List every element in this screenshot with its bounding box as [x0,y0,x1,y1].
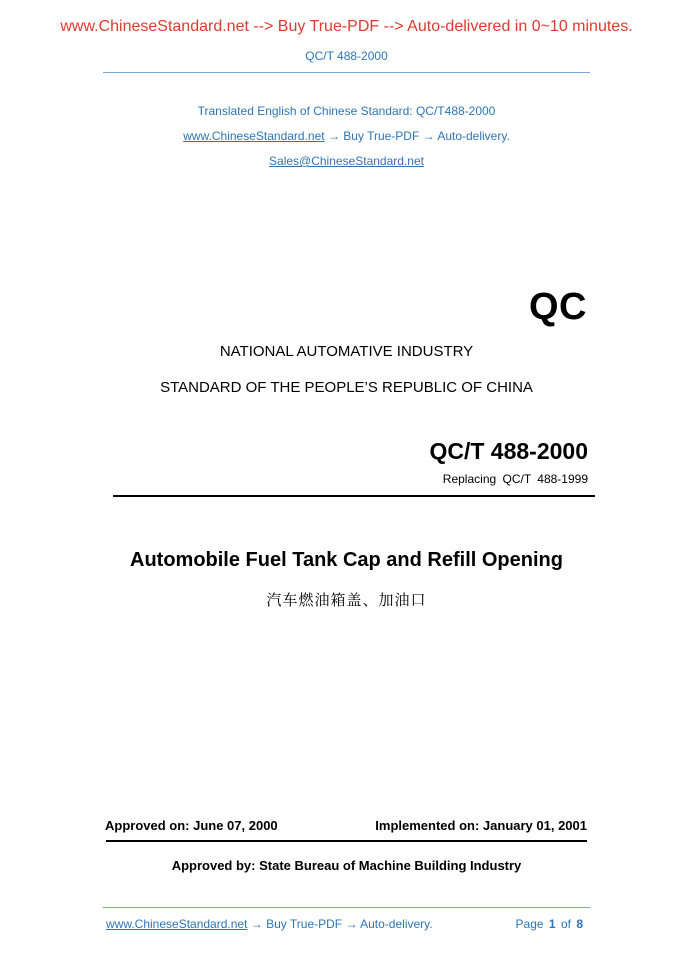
document-title-cn: 汽车燃油箱盖、加油口 [266,591,427,609]
page-total: 8 [576,917,583,931]
code-divider [113,495,595,497]
page-number: 1 [548,917,556,931]
page-indicator [516,917,583,931]
translation-line: Translated English of Chinese Standard: QC/T488-2000 [197,104,496,118]
top-banner[interactable]: www.ChineseStandard.net --> Buy True-PDF --> Auto-delivered in 0~10 minutes. [60,18,633,35]
email-link[interactable]: Sales@ChineseStandard.net [269,154,424,168]
footer-purchase-line [106,917,433,931]
footer-divider [103,907,590,908]
purchase-text: → Buy True-PDF → Auto-delivery. [327,129,510,143]
email-line [0,154,693,168]
series-mark: QC [529,286,587,328]
footer-site-link[interactable]: www.ChineseStandard.net [106,917,248,931]
standard-code: QC/T 488-2000 [429,438,588,464]
footer-purchase-text: → Buy True-PDF → Auto-delivery. [250,917,433,931]
header-doc-code: QC/T 488-2000 [305,49,388,63]
approved-by: Approved by: State Bureau of Machine Building Industry [171,858,522,873]
issuer-line-2: STANDARD OF THE PEOPLE’S REPUBLIC OF CHINA [160,379,533,396]
implemented-on: Implemented on: January 01, 2001 [375,818,587,833]
page-label: Page [515,917,544,931]
dates-divider [106,840,587,842]
issuer-line-1: NATIONAL AUTOMATIVE INDUSTRY [219,343,474,360]
replacing-note: Replacing QC/T 488-1999 [442,472,588,486]
document-title-en: Automobile Fuel Tank Cap and Refill Opening [130,549,563,571]
purchase-line [0,129,693,143]
site-link[interactable]: www.ChineseStandard.net [183,129,325,143]
approved-on: Approved on: June 07, 2000 [105,818,278,833]
header-divider [103,72,590,73]
of-label: of [560,917,571,931]
